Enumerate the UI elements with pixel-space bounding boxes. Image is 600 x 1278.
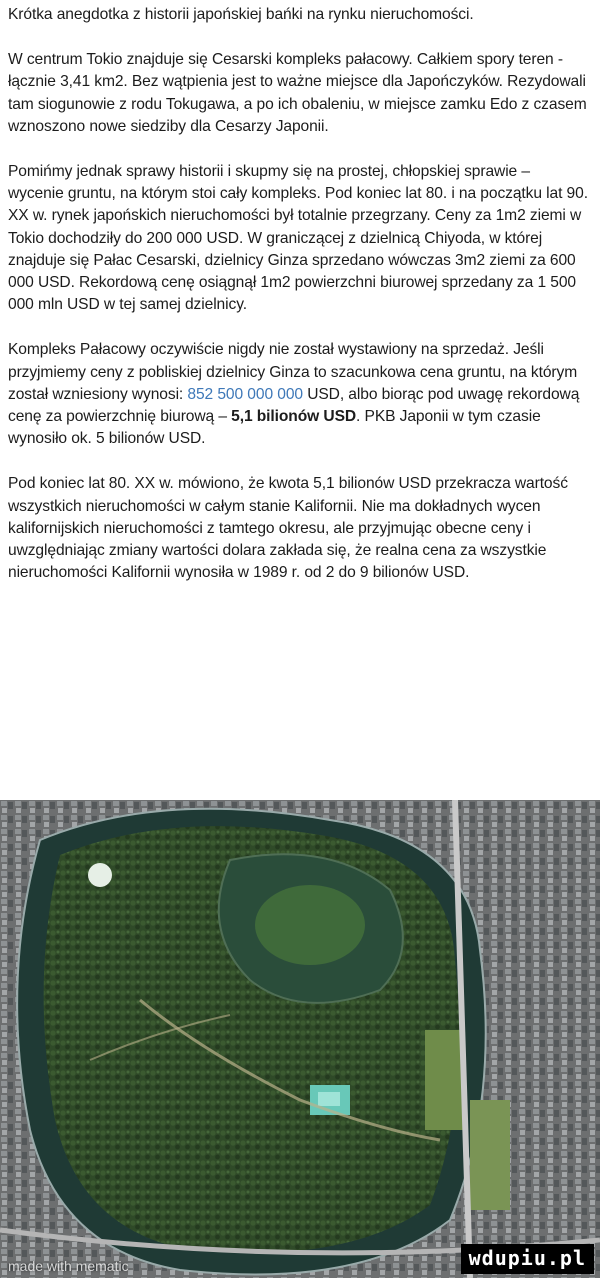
paragraph-california: Pod koniec lat 80. XX w. mówiono, że kwota 5,1 bilionów USD przekracza wartość wszystkich nieruchomości w całym stanie Kalifornii. Nie ma dokładnych wycen kalifornijskich nieruchomości z tamtego okresu, ale przyjmując obecne ceny i uwzględniając zmiany wartości dolara zakłada się, że realna cena za wszystkie nieruchomości Kalifornii wynosiła w 1989 r. od 2 do 9 bilionów USD. [8,475,568,582]
made-with-watermark: made with mematic [8,1258,129,1274]
aerial-photo [0,800,600,1278]
valuation-highlight: 852 500 000 000 [187,385,303,403]
aerial-photo-drawing [0,800,600,1278]
paragraph-palace: W centrum Tokio znajduje się Cesarski kompleks pałacowy. Całkiem spory teren - łącznie 3,41 km2. Bez wątpienia jest to ważne miejsce dla Japończyków. Rezydowali tam siogunowie z rodu Tokugawa, a po ich obaleniu, w miejsce zamku Edo z czasem wznoszono nowe siedziby dla Cesarzy Japonii. [8,51,587,135]
paragraph-prices: Pomińmy jednak sprawy historii i skupmy się na prostej, chłopskiej sprawie – wycenie gruntu, na którym stoi cały kompleks. Pod koniec lat 80. i na początku lat 90. XX w. rynek japońskich nieruchomości był totalnie przegrzany. Ceny za 1m2 ziemi w Tokio dochodziły do 200 000 USD. W graniczącej z dzielnicą Chiyoda, w której znajduje się Pałac Cesarski, dzielnicy Ginza sprzedano wówczas 3m2 ziemi za 600 000 USD. Rekordową cenę osiągnął 1m2 powierzchni biurowej sprzedany za 1 500 000 mln USD w tej samej dzielnicy. [8,163,588,314]
valuation-text-a: Kompleks Pałacowy oczywiście nigdy nie został wystawiony na sprzedaż. Jeśli przyjmiemy ceny z pobliskiej dzielnicy Ginza to szacunkowa cena gruntu, na którym został wzniesiony wynosi: [8,341,578,403]
valuation-bold: 5,1 bilionów USD [231,408,357,426]
paragraph-intro: Krótka anegdotka z historii japońskiej bańki na rynku nieruchomości. [8,6,474,23]
valuation-text-b: USD, albo biorąc pod uwagę rekordową cenę za powierzchnię biurową – [8,385,580,426]
site-logo: wdupiu.pl [461,1244,594,1274]
valuation-text-c: . PKB Japonii w tym czasie wynosiło ok. 5 bilionów USD. [8,408,541,448]
paragraph-valuation [8,339,588,450]
